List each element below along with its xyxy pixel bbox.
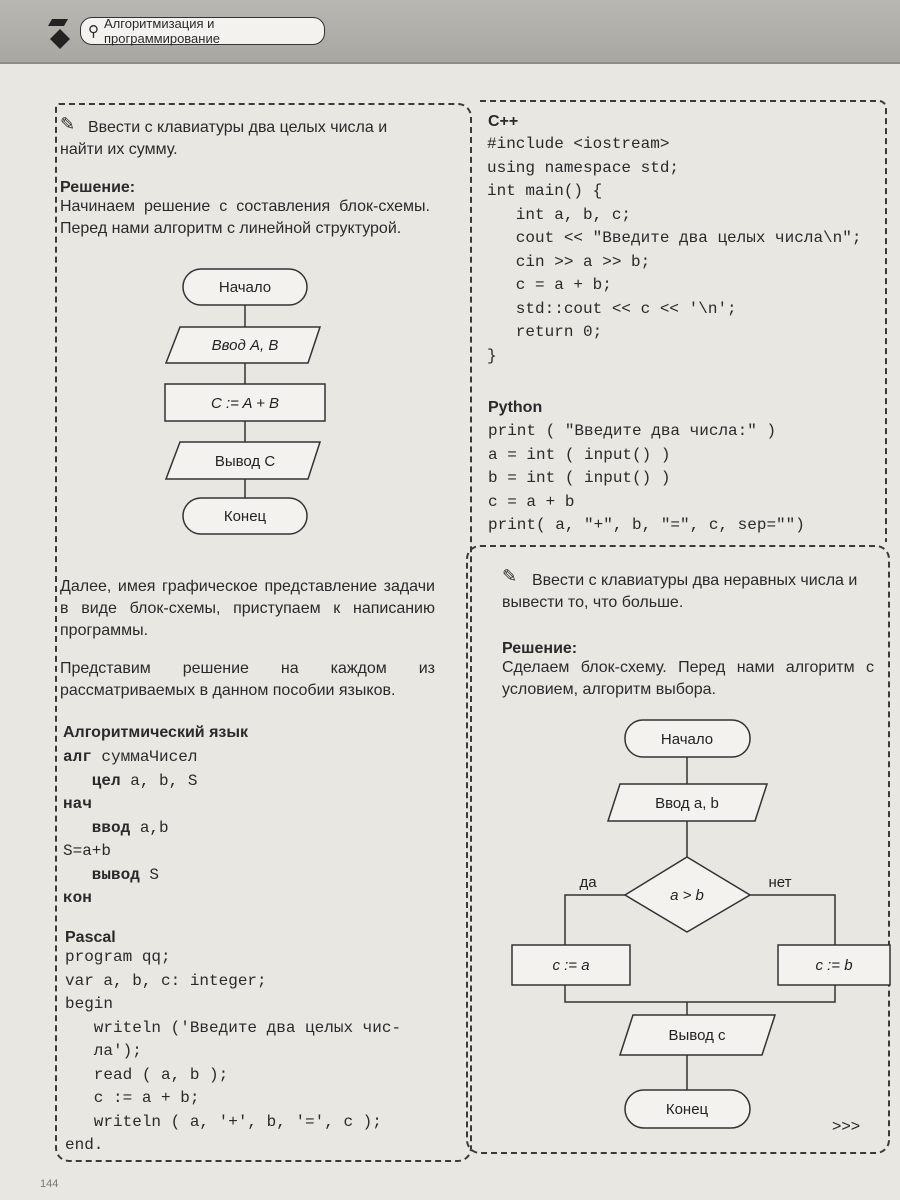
code-line: a = int ( input() ) — [488, 445, 671, 464]
pascal-code — [65, 946, 401, 1158]
python-code — [488, 420, 805, 538]
code-rest: a, b, S — [120, 771, 198, 790]
code-line: ла'); — [65, 1042, 142, 1060]
code-line: begin — [65, 995, 114, 1013]
code-line — [63, 793, 197, 817]
cpp-heading: C++ — [488, 113, 519, 130]
code-line: cout << "Введите два целых числа\n"; — [487, 229, 862, 247]
code-line — [63, 887, 197, 911]
flow-yes-action-label: c := a — [552, 957, 590, 974]
python-heading: Python — [488, 399, 543, 416]
pascal-heading: Pascal — [65, 929, 116, 946]
code-line: int a, b, c; — [487, 205, 632, 224]
flow-end-label: Конец — [223, 508, 267, 525]
code-line: print( a, "+", b, "=", c, sep="") — [488, 516, 805, 534]
flow-process-label: C := A + B — [210, 395, 280, 412]
code-line: c := a + b; — [65, 1089, 200, 1107]
code-line: int main() { — [487, 182, 603, 200]
code-line — [63, 746, 197, 770]
code-line: b = int ( input() ) — [488, 469, 671, 487]
code-line: using namespace std; — [487, 158, 680, 177]
flow-output-label: Вывод c — [668, 1027, 726, 1044]
flow-start-label: Начало — [218, 279, 272, 296]
section-title: Алгоритмизация и программирование — [104, 16, 220, 46]
algo-code — [63, 746, 197, 911]
code-keyword: цел — [63, 771, 121, 790]
logo-icon — [46, 17, 74, 51]
task2-statement: Ввести с клавиатуры два неравных числа и вывести то, что больше. — [502, 572, 858, 611]
code-line — [63, 840, 197, 864]
code-rest: S — [139, 865, 160, 884]
page-number: 144 — [40, 1178, 59, 1190]
code-line: } — [487, 346, 497, 365]
code-line: return 0; — [487, 323, 603, 341]
code-line: program qq; — [65, 948, 171, 966]
code-rest: суммаЧисел — [91, 748, 198, 766]
code-line: cin >> a >> b; — [487, 252, 651, 271]
continue-mark: >>> — [832, 1118, 861, 1135]
flow-no-action-label: c := b — [815, 957, 853, 974]
flow-output-label: Вывод C — [214, 453, 276, 470]
task1-statement: Ввести с клавиатуры два целых числа и найти их сумму. — [60, 119, 388, 158]
flow-input-label: Ввод a, b — [655, 795, 719, 812]
code-line: read ( a, b ); — [65, 1065, 229, 1084]
task1-solution-text: Начинаем решение с составления блок-схемы. Перед нами алгоритм с линейной структурой. — [60, 198, 430, 237]
code-line — [63, 817, 197, 841]
code-keyword: кон — [63, 889, 92, 907]
flow-end-label: Конец — [665, 1101, 709, 1118]
flow-no-label: нет — [768, 874, 792, 891]
task2-flowchart — [505, 712, 895, 1132]
task1-languages-text: Представим решение на каждом из рассматриваемых в данном пособии языков. — [60, 660, 435, 699]
code-line: writeln ( a, '+', b, '=', c ); — [65, 1112, 382, 1131]
code-line: print ( "Введите два числа:" ) — [488, 422, 777, 440]
algo-heading: Алгоритмический язык — [63, 724, 249, 741]
task1-flowchart — [140, 262, 360, 542]
section-title-bar — [80, 17, 325, 45]
code-line: c = a + b; — [487, 276, 612, 294]
code-line: end. — [65, 1136, 104, 1154]
flow-condition-label: a > b — [670, 887, 704, 904]
pencil-icon: ✎ — [60, 114, 76, 134]
code-keyword: нач — [63, 795, 92, 813]
flow-yes-label: да — [579, 874, 597, 891]
code-rest: a,b — [130, 818, 169, 837]
code-keyword: ввод — [63, 818, 131, 837]
code-line: writeln ('Введите два целых чис- — [65, 1018, 402, 1037]
task1-solution-heading: Решение: — [60, 179, 136, 196]
code-line: c = a + b — [488, 492, 575, 511]
pencil-icon: ✎ — [502, 566, 518, 586]
code-keyword: вывод — [63, 865, 140, 884]
code-line: var a, b, c: integer; — [65, 971, 267, 990]
cpp-code — [487, 133, 861, 368]
search-icon: ⚲ — [88, 23, 99, 40]
flow-input-label: Ввод A, B — [211, 337, 279, 354]
task2-solution-text: Сделаем блок-схему. Перед нами алгоритм с условием, алгоритм выбора. — [502, 659, 874, 698]
code-keyword: алг — [63, 748, 92, 766]
task2-solution-heading: Решение: — [502, 640, 578, 657]
code-line — [63, 770, 197, 794]
task1-after-text: Далее, имея графическое представление задачи в виде блок-схемы, приступаем к написанию программы. — [60, 578, 435, 639]
code-line: #include <iostream> — [487, 135, 670, 153]
code-line: std::cout << c << '\n'; — [487, 299, 737, 318]
flow-start-label: Начало — [660, 731, 714, 748]
code-line — [63, 864, 197, 888]
code-rest: S=a+b — [63, 842, 112, 860]
